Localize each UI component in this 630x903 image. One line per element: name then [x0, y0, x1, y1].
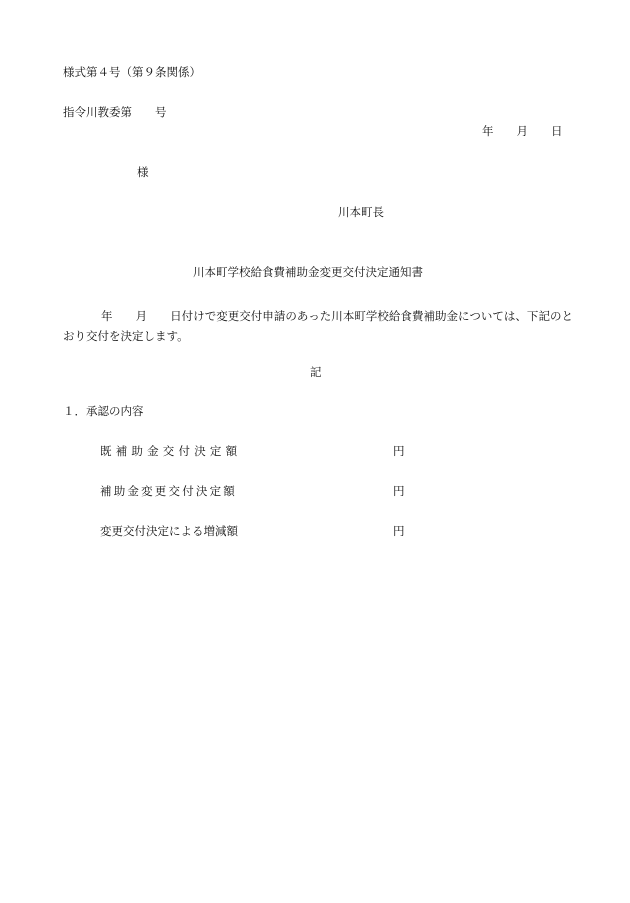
section-heading: １．承認の内容: [63, 404, 144, 418]
issue-number: 指令川教委第 号: [63, 105, 167, 119]
existing-grant-amount-unit: 円: [393, 444, 405, 458]
existing-grant-amount-label: 既補助金交付決定額: [100, 444, 242, 458]
ki-heading: 記: [310, 365, 322, 379]
body-text: 年 月 日付けで変更交付申請のあった川本町学校給食費補助金については、下記のとおり交付を決定します。: [63, 309, 573, 343]
difference-amount-unit: 円: [393, 524, 405, 538]
issuer: 川本町長: [338, 205, 384, 219]
form-number: 様式第４号（第９条関係）: [63, 65, 201, 79]
document-title: 川本町学校給食費補助金変更交付決定通知書: [193, 265, 423, 279]
addressee: 様: [137, 165, 149, 179]
changed-grant-amount-label: 補助金変更交付決定額: [100, 484, 237, 498]
date-line: 年 月 日: [482, 124, 563, 138]
changed-grant-amount-unit: 円: [393, 484, 405, 498]
difference-amount-label: 変更交付決定による増減額: [100, 524, 238, 538]
